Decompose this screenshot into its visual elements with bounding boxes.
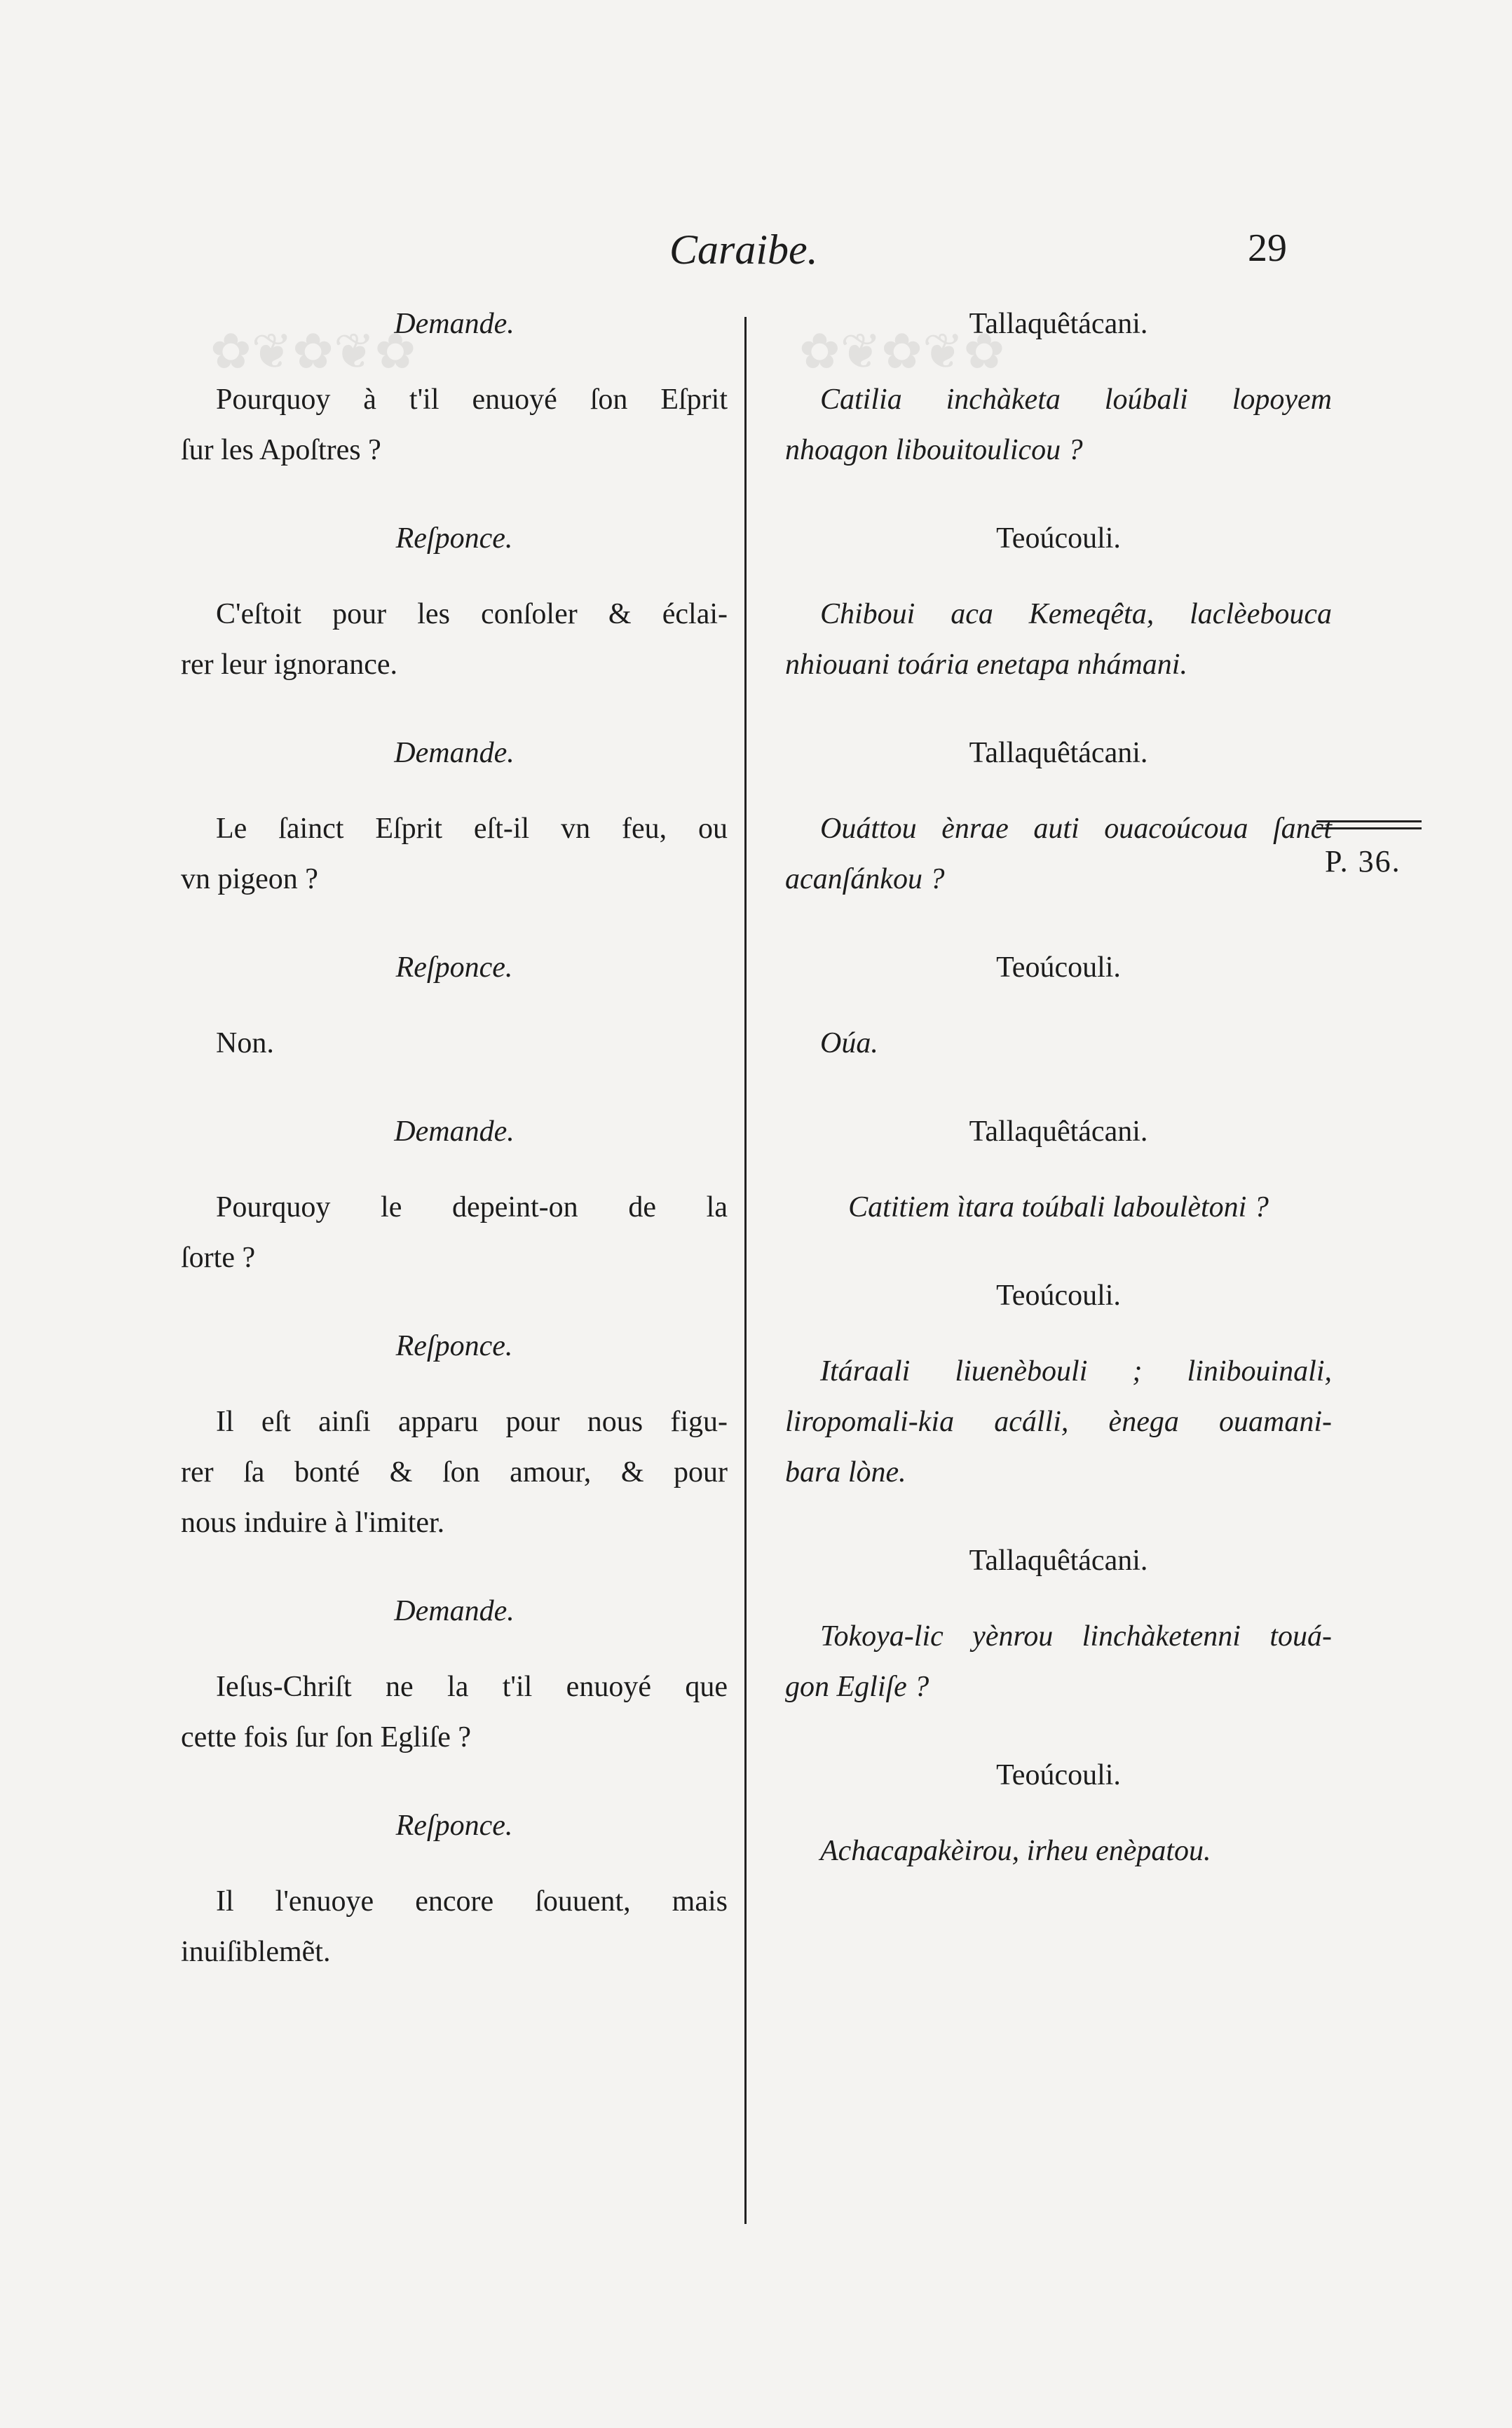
right-speaker-heading: Tallaquêtácani. [969,308,1148,340]
spacer [785,561,1332,589]
page-number: 29 [1248,226,1287,270]
spacer [785,1233,1332,1273]
text-line: Il l'enuoye encore ſouuent, mais [216,1885,728,1918]
margin-rule-top-2 [1316,827,1422,829]
column-divider [744,317,747,2224]
left-speaker-heading: Reſponce. [395,1330,513,1362]
text-line: nous induire à l'imiter. [181,1507,445,1539]
text-line: Catilia inchàketa loúbali lopoyem [820,384,1332,416]
right-speaker-heading: Tallaquêtácani. [969,1115,1148,1148]
right-column-carib [785,301,1332,1876]
left-paragraph [181,1182,728,1283]
spacer [785,1069,1332,1109]
text-line: C'eſtoit pour les conſoler & éclai- [216,598,728,630]
spacer [181,1548,728,1589]
spacer [785,904,1332,945]
left-speaker-heading: Reſponce. [395,522,513,555]
spacer [181,690,728,731]
right-speaker-heading: Teoúcouli. [996,522,1121,555]
left-speaker-heading: Demande. [394,1595,515,1627]
right-paragraph [785,1611,1332,1712]
right-paragraph [785,1826,1332,1876]
text-line: nhoagon libouitoulicou ? [785,434,1083,466]
left-column-french [181,301,728,1977]
left-speaker-heading: Demande. [394,1115,515,1148]
left-speaker-heading: Demande. [394,308,515,340]
spacer [181,1763,728,1803]
spacer [181,1848,728,1876]
text-line: ſorte ? [181,1242,256,1274]
spacer [785,1712,1332,1753]
spacer [785,1798,1332,1826]
text-line: Chiboui aca Kemeqêta, laclèebouca [820,598,1332,630]
spacer [785,346,1332,374]
left-paragraph [181,1662,728,1763]
spacer [181,1283,728,1324]
margin-rule-top [1316,820,1422,822]
left-paragraph [181,374,728,475]
spacer [181,904,728,945]
spacer [181,775,728,803]
text-line: Oúa. [820,1027,878,1059]
spacer [785,1154,1332,1182]
spacer [785,1583,1332,1611]
spacer [785,690,1332,731]
left-paragraph [181,1397,728,1548]
text-line: bara lòne. [785,1456,906,1488]
bleed-through-ornament-left: ✿❦✿❦✿ [210,325,416,379]
text-line: Tokoya-lic yènrou linchàketenni touá- [820,1620,1332,1653]
left-speaker-heading: Demande. [394,737,515,769]
text-line: Pourquoy à t'il enuoyé ſon Eſprit [216,384,728,416]
spacer [181,990,728,1018]
margin-page-reference: P. 36. [1325,844,1401,879]
text-line: liropomali-kia acálli, ènega ouamani- [785,1406,1332,1438]
text-line: Pourquoy le depeint-on de la [216,1191,728,1223]
text-line: Itáraali liuenèbouli ; linibouinali, [820,1355,1332,1388]
spacer [785,1498,1332,1538]
text-line: inuiſiblemẽt. [181,1936,331,1968]
text-line: Achacapakèirou, irheu enèpatou. [820,1835,1211,1867]
left-paragraph [181,1876,728,1977]
right-paragraph [785,1346,1332,1498]
text-line: Non. [216,1027,274,1059]
spacer [785,775,1332,803]
right-paragraph [785,803,1332,904]
right-speaker-heading: Tallaquêtácani. [969,1545,1148,1577]
text-line: Catitiem ìtara toúbali laboulètoni ? [848,1191,1269,1223]
spacer [181,1154,728,1182]
right-speaker-heading: Tallaquêtácani. [969,737,1148,769]
right-speaker-heading: Teoúcouli. [996,951,1121,984]
right-speaker-heading: Teoúcouli. [996,1280,1121,1312]
left-speaker-heading: Reſponce. [395,951,513,984]
text-line: Le ſainct Eſprit eſt-il vn feu, ou [216,813,728,845]
spacer [181,346,728,374]
text-line: Ouáttou ènrae auti ouacoúcoua ſanct [820,813,1332,845]
left-paragraph [181,589,728,690]
spacer [181,1069,728,1109]
text-line: vn pigeon ? [181,863,318,895]
left-speaker-heading: Reſponce. [395,1810,513,1842]
spacer [181,1369,728,1397]
text-line: cette fois ſur ſon Egliſe ? [181,1721,472,1754]
text-line: rer leur ignorance. [181,649,397,681]
right-speaker-heading: Teoúcouli. [996,1759,1121,1791]
text-line: Il eſt ainſi apparu pour nous figu- [216,1406,728,1438]
left-paragraph [181,1018,728,1069]
right-paragraph [785,1182,1332,1233]
text-line: rer ſa bonté & ſon amour, & pour [181,1456,728,1488]
spacer [181,1634,728,1662]
spacer [181,561,728,589]
right-paragraph [785,589,1332,690]
spacer [181,475,728,516]
spacer [785,990,1332,1018]
text-line: gon Egliſe ? [785,1671,929,1703]
right-paragraph [785,374,1332,475]
bleed-through-ornament-right: ✿❦✿❦✿ [799,325,1005,379]
text-line: ſur les Apoſtres ? [181,434,381,466]
spacer [785,475,1332,516]
running-title: Caraibe. [669,226,818,273]
text-line: nhiouani toária enetapa nhámani. [785,649,1187,681]
right-paragraph [785,1018,1332,1069]
left-paragraph [181,803,728,904]
text-line: Ieſus-Chriſt ne la t'il enuoyé que [216,1671,728,1703]
text-line: acanſánkou ? [785,863,945,895]
spacer [785,1318,1332,1346]
